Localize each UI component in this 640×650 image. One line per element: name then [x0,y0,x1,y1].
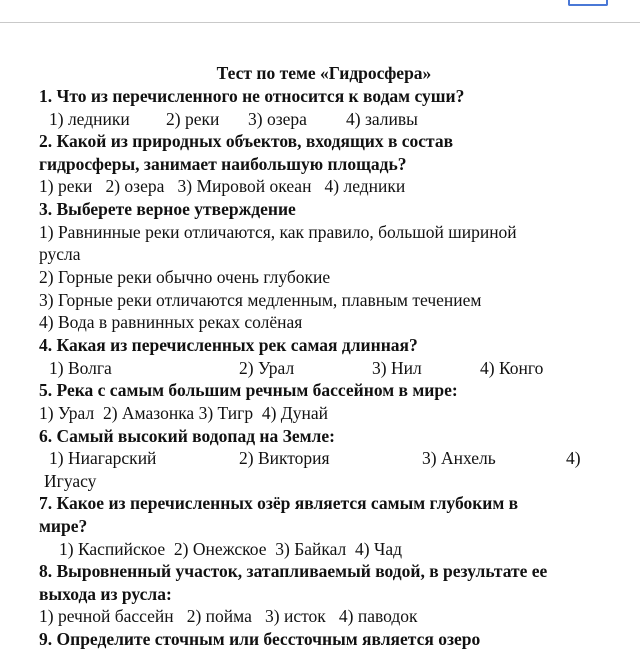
question-2-line-2: гидросферы, занимает наибольшую площадь? [39,154,407,174]
q4-option-3: 3) Нил [372,358,422,378]
document-title: Тест по теме «Гидросфера» [216,63,432,83]
q6-option-2: 2) Виктория [239,448,330,468]
question-3: 3. Выберете верное утверждение [39,199,296,219]
corner-button[interactable] [568,0,608,6]
question-6: 6. Самый высокий водопад на Земле: [39,426,335,446]
question-5: 5. Река с самым большим речным бассейном в мире: [39,380,458,400]
q3-option-4: 4) Вода в равнинных реках солёная [39,312,303,332]
q4-option-2: 2) Урал [239,358,295,378]
q6-option-4: 4) [566,448,581,468]
question-8-line-1: 8. Выровненный участок, затапливаемый водой, в результате ее [39,561,548,581]
q1-option-1: 1) ледники [49,109,130,129]
q4-option-4: 4) Конго [480,358,544,378]
question-8-options: 1) речной бассейн 2) пойма 3) исток 4) паводок [39,606,418,626]
question-7-line-1: 7. Какое из перечисленных озёр является самым глубоким в [39,493,519,513]
question-2-options: 1) реки 2) озера 3) Мировой океан 4) ледники [39,176,406,196]
q3-option-1-cont: русла [39,244,81,264]
q6-option-3: 3) Анхель [422,448,496,468]
question-7-options: 1) Каспийское 2) Онежское 3) Байкал 4) Чад [59,539,403,559]
top-toolbar [0,0,640,23]
question-5-options: 1) Урал 2) Амазонка 3) Тигр 4) Дунай [39,403,328,423]
question-4: 4. Какая из перечисленных рек самая длинная? [39,335,418,355]
question-9: 9. Определите сточным или бессточным является озеро [39,629,481,649]
question-8-line-2: выхода из русла: [39,584,172,604]
q1-option-2: 2) реки [166,109,220,129]
q1-option-3: 3) озера [248,109,307,129]
question-2-line-1: 2. Какой из природных объектов, входящих в состав [39,131,454,151]
q6-option-4-cont: Игуасу [44,471,97,491]
q3-option-1: 1) Равнинные реки отличаются, как правило, большой шириной [39,222,517,242]
question-7-line-2: мире? [39,516,88,536]
q3-option-2: 2) Горные реки обычно очень глубокие [39,267,331,287]
q3-option-3: 3) Горные реки отличаются медленным, плавным течением [39,290,482,310]
q6-option-1: 1) Ниагарский [49,448,157,468]
q4-option-1: 1) Волга [49,358,112,378]
q1-option-4: 4) заливы [346,109,418,129]
question-1: 1. Что из перечисленного не относится к водам суши? [39,86,465,106]
